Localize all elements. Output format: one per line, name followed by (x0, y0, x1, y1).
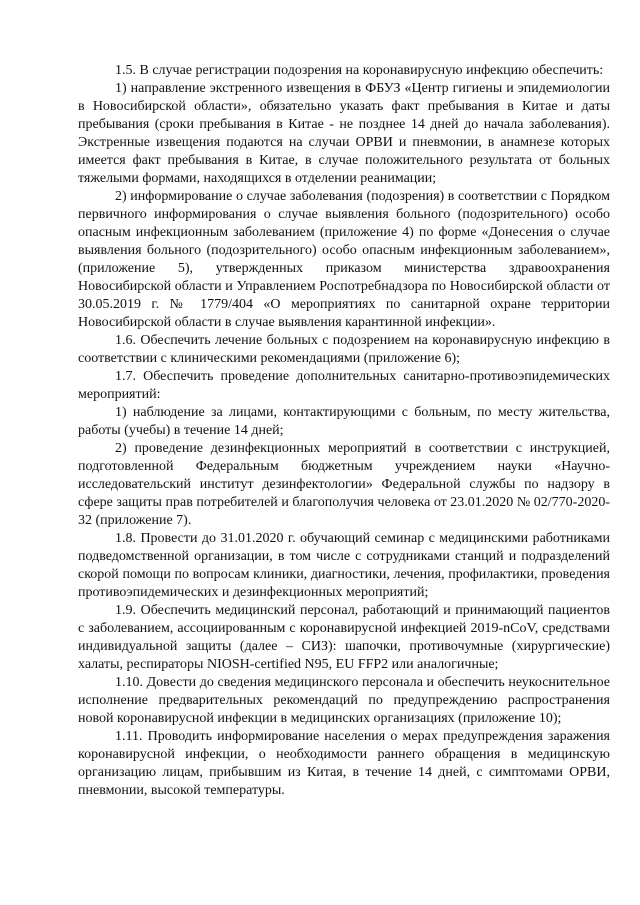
document-page (78, 62, 610, 800)
paragraph-1-7: 1.7. Обеспечить проведение дополнительных санитарно-противоэпидемических мероприятий: (78, 369, 610, 402)
paragraph-1-8: 1.8. Провести до 31.01.2020 г. обучающий семинар с медицинскими работниками подведомственной организации, в том числе с сотрудниками станций и подразделений скорой помощи по вопросам клиники, диагностики, лечения, профилактики, проведения противоэпидемических и дезинфекционных мероприятий; (78, 531, 610, 600)
paragraph-1-5: 1.5. В случае регистрации подозрения на коронавирусную инфекцию обеспечить: (115, 63, 604, 78)
paragraph-1-5-item-1: 1) направление экстренного извещения в ФБУЗ «Центр гигиены и эпидемиологии в Новосибирской области», обязательно указать факт пребывания в Китае и даты пребывания (сроки пребывания в Китае - не позднее 14 дней до начала заболевания). Экстренные извещения подаются на случаи ОРВИ и пневмонии, в анамнезе которых имеется факт пребывания в Китае, в случае положительного результата от больных тяжелыми формами, находящихся в отделении реанимации; (78, 81, 610, 186)
paragraph-1-9: 1.9. Обеспечить медицинский персонал, работающий и принимающий пациентов с заболеванием, ассоциированным с коронавирусной инфекцией 2019-nCoV, средствами индивидуальной защиты (далее – СИЗ): шапочки, противочумные (хирургические) халаты, респираторы NIOSH-certified N95, EU FFP2 или аналогичные; (78, 603, 610, 672)
paragraph-1-7-item-1: 1) наблюдение за лицами, контактирующими с больным, по месту жительства, работы (учебы) в течение 14 дней; (78, 405, 610, 438)
paragraph-1-11: 1.11. Проводить информирование населения о мерах предупреждения заражения коронавирусной инфекции, о необходимости раннего обращения в медицинскую организацию лицам, прибывшим из Китая, в течение 14 дней, с симптомами ОРВИ, пневмонии, высокой температуры. (78, 729, 610, 798)
paragraph-1-7-item-2: 2) проведение дезинфекционных мероприятий в соответствии с инструкцией, подготовленной Федеральным бюджетным учреждением науки «Научно-исследовательский институт дезинфектологии» Федеральной службы по надзору в сфере защиты прав потребителей и благополучия человека от 23.01.2020 № 02/770-2020-32 (приложение 7). (78, 441, 610, 528)
paragraph-1-10: 1.10. Довести до сведения медицинского персонала и обеспечить неукоснительное исполнение предварительных рекомендаций по предупреждению распространения новой коронавирусной инфекции в медицинских организациях (приложение 10); (78, 675, 610, 726)
paragraph-1-5-item-2: 2) информирование о случае заболевания (подозрения) в соответствии с Порядком первичного информирования о случае выявления больного (подозрительного) особо опасным инфекционным заболеванием (приложение 4) по форме «Донесения о случае выявления больного (подозрительного) особо опасным инфекционным заболеванием», (приложение 5), утвержденных приказом министерства здравоохранения Новосибирской области и Управлением Роспотребнадзора по Новосибирской области от 30.05.2019 г. № 1779/404 «О мероприятиях по санитарной охране территории Новосибирской области в случае выявления карантинной инфекции». (78, 189, 610, 330)
paragraph-1-6: 1.6. Обеспечить лечение больных с подозрением на коронавирусную инфекцию в соответствии с клиническими рекомендациями (приложение 6); (78, 333, 610, 366)
